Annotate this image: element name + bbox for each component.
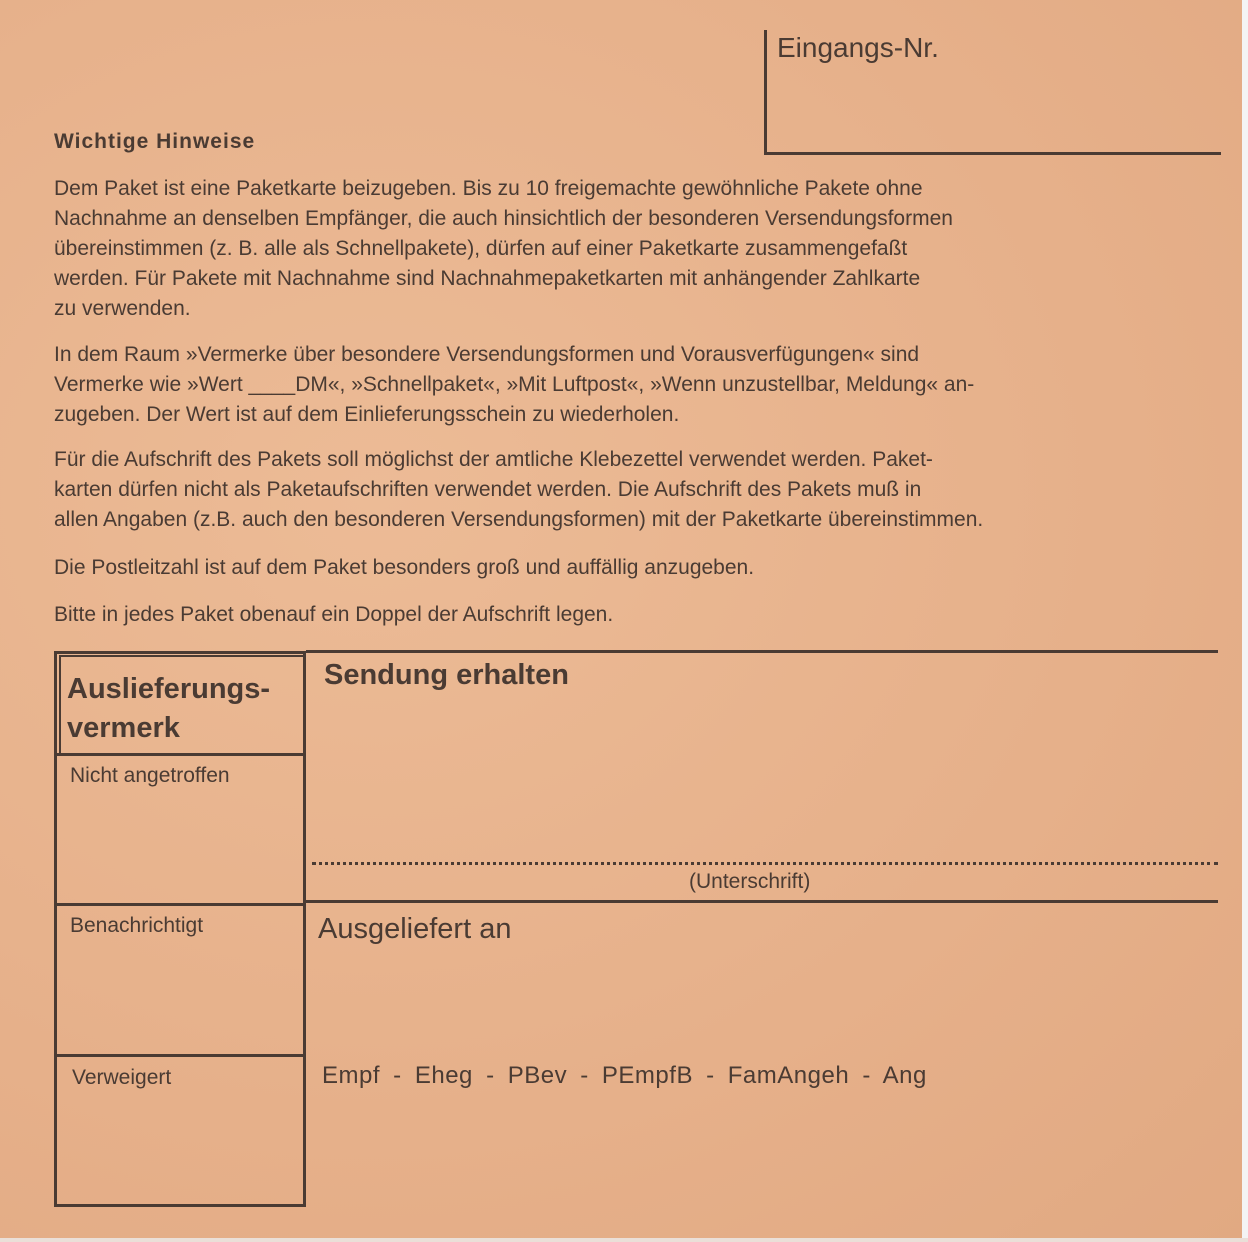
auslieferungsvermerk-title-line1: Auslieferungs- xyxy=(67,673,271,705)
text-line: zu verwenden. xyxy=(54,297,191,320)
hinweis-paragraph-5 xyxy=(54,600,1214,630)
cell-divider xyxy=(57,1054,303,1057)
hinweise-heading: Wichtige Hinweise xyxy=(54,130,256,153)
hinweis-paragraph-2 xyxy=(54,340,1214,430)
signature-line xyxy=(312,862,1218,865)
text-line: Für die Aufschrift des Pakets soll möglichst der amtliche Klebezettel verwendet werden. Paket- xyxy=(54,448,933,471)
text-line: Die Postleitzahl ist auf dem Paket besonders groß und auffällig anzugeben. xyxy=(54,556,755,579)
auslieferungsvermerk-title-line2: vermerk xyxy=(67,712,180,744)
hinweis-paragraph-1 xyxy=(54,174,1214,324)
text-line: übereinstimmen (z. B. alle als Schnellpakete), dürfen auf einer Paketkarte zusammengefaßt xyxy=(54,237,908,260)
unterschrift-label: (Unterschrift) xyxy=(689,870,811,893)
verweigert-label: Verweigert xyxy=(72,1066,172,1089)
recipient-codes: Empf - Eheg - PBev - PEmpfB - FamAngeh - Ang xyxy=(322,1062,927,1089)
cell-divider xyxy=(57,903,303,906)
text-line: In dem Raum »Vermerke über besondere Versendungsformen und Vorausverfügungen« sind xyxy=(54,343,920,366)
sendung-erhalten-label: Sendung erhalten xyxy=(324,659,569,691)
text-line: Vermerke wie »Wert ____DM«, »Schnellpaket«, »Mit Luftpost«, »Wenn unzustellbar, Meldung« an- xyxy=(54,373,975,396)
benachrichtigt-label: Benachrichtigt xyxy=(70,914,204,937)
form-top-rule xyxy=(306,650,1218,653)
scan-edge-bottom xyxy=(0,1238,1248,1242)
hinweis-paragraph-3 xyxy=(54,445,1214,535)
text-line: werden. Für Pakete mit Nachnahme sind Nachnahmepaketkarten mit anhängender Zahlkarte xyxy=(54,267,921,290)
text-line: zugeben. Der Wert ist auf dem Einlieferungsschein zu wiederholen. xyxy=(54,403,680,426)
hinweis-paragraph-4 xyxy=(54,553,1214,583)
scan-edge xyxy=(1242,0,1248,1242)
text-line: karten dürfen nicht als Paketaufschriften verwendet werden. Die Aufschrift des Pakets muß in xyxy=(54,478,922,501)
text-line: Dem Paket ist eine Paketkarte beizugeben. Bis zu 10 freigemachte gewöhnliche Pakete ohne xyxy=(54,177,923,200)
eingangs-nr-label: Eingangs-Nr. xyxy=(777,32,939,63)
eingangs-nr-box xyxy=(764,30,1221,155)
ausgeliefert-an-label: Ausgeliefert an xyxy=(318,913,512,945)
text-line: Nachnahme an denselben Empfänger, die auch hinsichtlich der besonderen Versendungsformen xyxy=(54,207,953,230)
text-line: Bitte in jedes Paket obenauf ein Doppel der Aufschrift legen. xyxy=(54,603,614,626)
text-line: allen Angaben (z.B. auch den besonderen Versendungsformen) mit der Paketkarte übereinstimmen. xyxy=(54,508,984,531)
cell-divider xyxy=(57,753,303,756)
nicht-angetroffen-label: Nicht angetroffen xyxy=(70,764,230,787)
form-mid-rule xyxy=(306,900,1218,903)
